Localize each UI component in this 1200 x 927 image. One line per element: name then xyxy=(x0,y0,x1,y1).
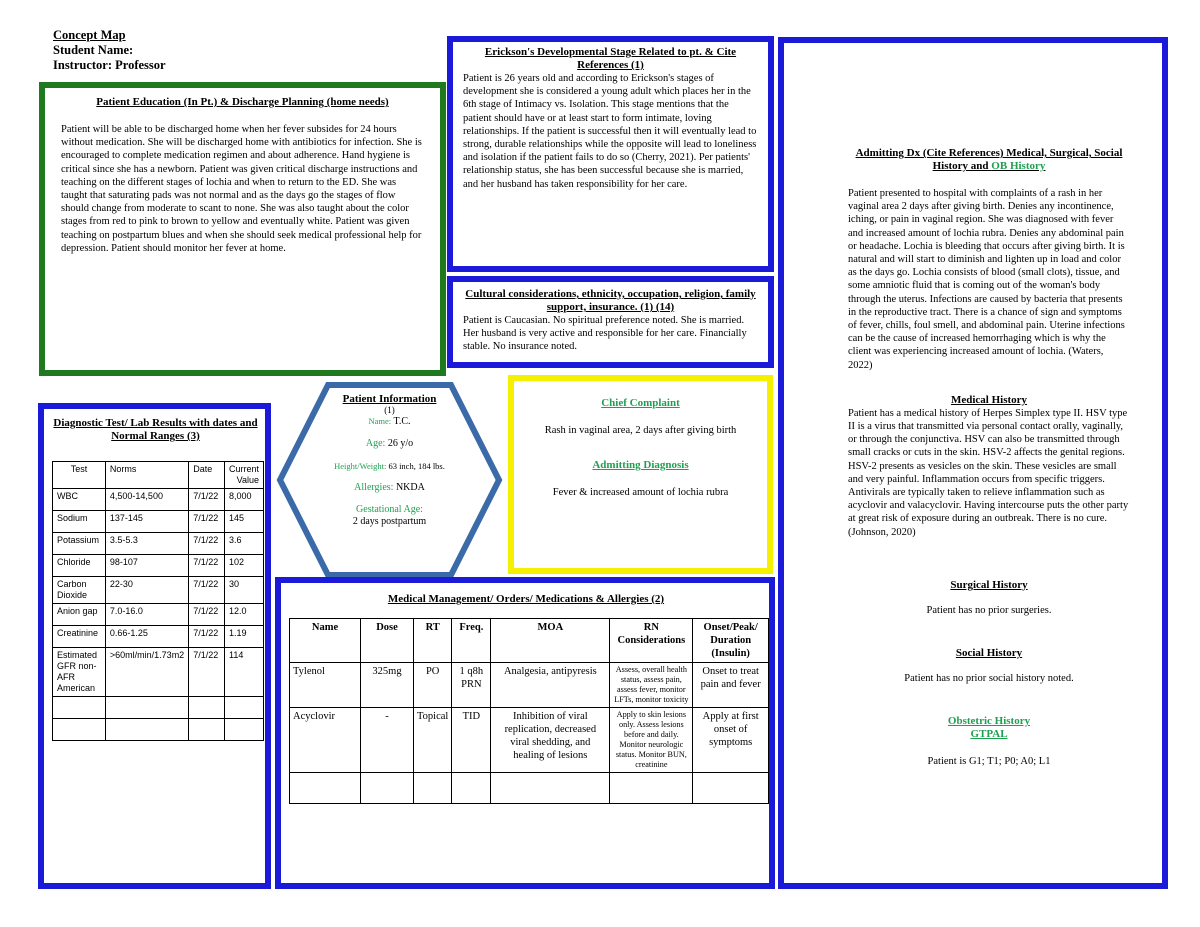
lab-header-row xyxy=(53,462,264,489)
lab-cell: 4,500-14,500 xyxy=(105,489,188,511)
med-cell: - xyxy=(361,708,414,773)
lab-cell: 7/1/22 xyxy=(189,648,225,697)
lab-cell: 7/1/22 xyxy=(189,626,225,648)
name-label: Name: xyxy=(368,416,392,426)
lab-cell xyxy=(53,697,106,719)
allergies-value: NKDA xyxy=(395,482,425,493)
lab-cell: 8,000 xyxy=(224,489,263,511)
lab-cell: WBC xyxy=(53,489,106,511)
chief-complaint-title: Chief Complaint xyxy=(601,397,680,409)
lab-cell: Carbon Dioxide xyxy=(53,577,106,604)
lab-cell: Potassium xyxy=(53,533,106,555)
lab-cell: Chloride xyxy=(53,555,106,577)
diagnostic-box xyxy=(38,403,271,889)
admitting-title-main: Admitting Dx (Cite References) Medical, Surgical, Social History and xyxy=(855,147,1123,172)
lab-cell: 114 xyxy=(224,648,263,697)
name-value: T.C. xyxy=(393,416,411,427)
med-cell: PO xyxy=(414,663,452,708)
lab-col-test: Test xyxy=(53,462,106,489)
med-col-dose: Dose xyxy=(361,619,414,663)
medical-management-title: Medical Management/ Orders/ Medications & Allergies (2) xyxy=(387,593,665,605)
social-history-title: Social History xyxy=(955,647,1023,660)
med-col-freq: Freq. xyxy=(452,619,491,663)
lab-cell: 7/1/22 xyxy=(189,555,225,577)
table-row xyxy=(53,555,264,577)
med-cell: Onset to treat pain and fever xyxy=(693,663,769,708)
gestational-label: Gestational Age: xyxy=(356,504,423,515)
admitting-diagnosis-title: Admitting Diagnosis xyxy=(592,459,689,472)
med-cell xyxy=(414,773,452,804)
patient-info-title: Patient Information xyxy=(342,393,437,405)
med-cell xyxy=(491,773,610,804)
admitting-title-ob: OB History xyxy=(991,160,1046,172)
lab-cell: 3.6 xyxy=(224,533,263,555)
med-cell xyxy=(693,773,769,804)
medical-history-body: Patient has a medical history of Herpes Simplex type II. HSV type II is a virus that transmitted via personal contact orally, vaginally, or through the conjunctiva. HSV can also be transmitted through small cracks or cuts in the skin. HSV-2 affects the genital regions. HSV-2 presents as vesicles on the skin. These vesicles are small and very painful. Inflammation occurs from specific triggers. Antivirals are typically taken to relieve inflammation such as acyclovir and valacyclovir. Having intercourse puts the other party at great risk of exposure during an outbreak. There is no cure. (Johnson, 2020) xyxy=(848,407,1129,538)
admitting-box xyxy=(778,37,1168,889)
table-row xyxy=(53,604,264,626)
med-cell xyxy=(361,773,414,804)
social-history-body: Patient has no prior social history noted. xyxy=(904,673,1074,685)
patient-info-ref: (1) xyxy=(384,405,395,415)
med-cell: Inhibition of viral replication, decreased viral shedding, and healing of lesions xyxy=(491,708,610,773)
table-row xyxy=(290,708,769,773)
hw-value: 63 inch, 184 lbs. xyxy=(388,461,445,471)
patient-education-body: Patient will be able to be discharged home when her fever subsides for 24 hours without medication. She will be discharged home with antibiotics for infection. She is encouraged to complete medication regimen and about adherence. Hand hygiene is critical since she has a newborn. Patient was given critical discharge instructions and teaching on the different stages of lochia and when to return to the ED. She was taught that saturating pads was not normal and as the days go the stages of flow should change from moderate to scant to none. She was also taught about the color stages from red to pink to brown to yellow and eventually white. Patient was given teaching on postpartum blues and when she should seek medical professional help for depression. Patient should monitor her fever at home. xyxy=(61,124,422,254)
lab-cell: 30 xyxy=(224,577,263,604)
obstetric-history-title: Obstetric History xyxy=(947,715,1031,728)
admitting-title xyxy=(848,147,1130,173)
lab-cell: 1.19 xyxy=(224,626,263,648)
lab-cell: 137-145 xyxy=(105,511,188,533)
table-row xyxy=(53,697,264,719)
lab-cell xyxy=(189,719,225,741)
cultural-body: Patient is Caucasian. No spiritual preference noted. She is married. Her husband is very active and responsible for her care. Financially stable. No insurance noted. xyxy=(463,315,747,353)
page-title: Concept Map xyxy=(53,28,126,42)
med-cell: Analgesia, antipyresis xyxy=(491,663,610,708)
table-row xyxy=(290,773,769,804)
lab-cell xyxy=(53,719,106,741)
lab-cell xyxy=(189,697,225,719)
patient-education-box xyxy=(39,82,446,376)
med-col-rn: RN Considerations xyxy=(610,619,693,663)
table-row xyxy=(53,648,264,697)
lab-cell xyxy=(105,697,188,719)
lab-cell: 7/1/22 xyxy=(189,489,225,511)
med-cell xyxy=(290,773,361,804)
medical-management-box xyxy=(275,577,775,889)
med-col-onset: Onset/Peak/ Duration (Insulin) xyxy=(693,619,769,663)
age-label: Age: xyxy=(365,438,386,449)
med-cell: Acyclovir xyxy=(290,708,361,773)
table-row xyxy=(53,533,264,555)
obstetric-history-body: Patient is G1; T1; P0; A0; L1 xyxy=(927,756,1051,768)
med-cell: Tylenol xyxy=(290,663,361,708)
lab-cell: Creatinine xyxy=(53,626,106,648)
gestational-value: 2 days postpartum xyxy=(352,516,427,527)
age-value: 26 y/o xyxy=(387,438,414,449)
med-cell: 325mg xyxy=(361,663,414,708)
erickson-box xyxy=(447,36,774,272)
cultural-box xyxy=(447,276,774,368)
med-cell: Assess, overall health status, assess pain, assess fever, monitor LFTs, monitor toxicity xyxy=(610,663,693,708)
lab-cell: Estimated GFR non-AFR American xyxy=(53,648,106,697)
med-cell: Apply to skin lesions only. Assess lesions before and daily. Monitor neurologic status. Monitor BUN, creatinine xyxy=(610,708,693,773)
table-row xyxy=(53,511,264,533)
lab-cell: 7.0-16.0 xyxy=(105,604,188,626)
lab-cell: 7/1/22 xyxy=(189,577,225,604)
lab-results-table xyxy=(52,461,264,741)
hw-label: Height/Weight: xyxy=(334,461,387,471)
surgical-history-body: Patient has no prior surgeries. xyxy=(926,604,1052,616)
lab-cell: 12.0 xyxy=(224,604,263,626)
admitting-body: Patient presented to hospital with complaints of a rash in her vaginal area 2 days after giving birth. Denies any incontinence, iching, or pain in vaginal region. She was diagnosed with fever and increased amount of lochia rubra. Denies any abdominal pain or headache. Lochia is bleeding that occurs after giving birth. It is natural and will start to diminish and lighten up in load and color as the days go. Lochia consists of blood (small clots), tissue, and some amniotic fluid that is coming out of the woman's body through the uterus. Infections are caused by bacteria that presents in the reproductive tract. There is a chance of sign and symptoms of fever, chills, foul smell, and abdominal pain. Uterine infections can be the cause of increased hemorrhaging which is why the client was experiencing increased amount of lochia. (Waters, 2022) xyxy=(848,188,1125,371)
table-row xyxy=(290,663,769,708)
table-row xyxy=(53,489,264,511)
lab-cell xyxy=(105,719,188,741)
lab-cell: 7/1/22 xyxy=(189,511,225,533)
gtpal-title: GTPAL xyxy=(970,728,1008,741)
erickson-body: Patient is 26 years old and according to Erickson's stages of development she is considered a young adult which places her in the 6th stage of Intimacy vs. Isolation. This stage mentions that the patient should have or at least start to form intimate, loving relationships. If the patient is successful then it will eventually lead to strong, durable relationships while the opposite will lead to loneliness and isolation if the patient fails to do so (Cherry, 2021). Per patients' relationship status, she has been successful because she is married, and her husband has taken responsibility for her care. xyxy=(463,73,757,190)
lab-col-value: Current Value xyxy=(224,462,263,489)
med-cell xyxy=(452,773,491,804)
table-row xyxy=(53,719,264,741)
patient-education-title: Patient Education (In Pt.) & Discharge Planning (home needs) xyxy=(96,96,389,108)
patient-age-row xyxy=(306,438,473,450)
lab-col-norms: Norms xyxy=(105,462,188,489)
table-row xyxy=(53,626,264,648)
med-header-row xyxy=(290,619,769,663)
med-col-name: Name xyxy=(290,619,361,663)
instructor-label: Instructor: Professor xyxy=(53,58,166,72)
med-cell: Apply at first onset of symptoms xyxy=(693,708,769,773)
lab-cell: 102 xyxy=(224,555,263,577)
admitting-diagnosis-body: Fever & increased amount of lochia rubra xyxy=(552,487,729,499)
med-cell: Topical xyxy=(414,708,452,773)
erickson-title: Erickson's Developmental Stage Related to pt. & Cite References (1) xyxy=(484,46,737,71)
surgical-history-title: Surgical History xyxy=(950,578,1028,591)
med-col-rt: RT xyxy=(414,619,452,663)
lab-cell: 7/1/22 xyxy=(189,533,225,555)
lab-cell: 3.5-5.3 xyxy=(105,533,188,555)
lab-col-date: Date xyxy=(189,462,225,489)
patient-info-content xyxy=(306,393,473,528)
patient-hw-row xyxy=(306,460,473,472)
med-cell xyxy=(610,773,693,804)
table-row xyxy=(53,577,264,604)
chief-complaint-box xyxy=(508,375,773,574)
lab-cell: 145 xyxy=(224,511,263,533)
lab-cell xyxy=(224,697,263,719)
lab-cell: 98-107 xyxy=(105,555,188,577)
lab-cell: 22-30 xyxy=(105,577,188,604)
lab-cell: 7/1/22 xyxy=(189,604,225,626)
lab-cell: Anion gap xyxy=(53,604,106,626)
allergies-label: Allergies: xyxy=(354,482,394,493)
patient-info-hexagon xyxy=(276,381,503,579)
med-cell: TID xyxy=(452,708,491,773)
lab-cell: 0.66-1.25 xyxy=(105,626,188,648)
cultural-title: Cultural considerations, ethnicity, occupation, religion, family support, insurance. (1) (14) xyxy=(465,288,756,313)
chief-complaint-body: Rash in vaginal area, 2 days after giving birth xyxy=(544,425,737,436)
lab-cell xyxy=(224,719,263,741)
medications-table xyxy=(289,618,769,804)
med-col-moa: MOA xyxy=(491,619,610,663)
lab-cell: >60ml/min/1.73m2 xyxy=(105,648,188,697)
med-cell: 1 q8h PRN xyxy=(452,663,491,708)
diagnostic-title: Diagnostic Test/ Lab Results with dates and Normal Ranges (3) xyxy=(53,417,258,442)
patient-allergies-row xyxy=(306,482,473,494)
lab-cell: Sodium xyxy=(53,511,106,533)
student-label: Student Name: xyxy=(53,43,134,57)
medical-history-title: Medical History xyxy=(950,393,1028,406)
patient-name-row xyxy=(306,415,473,428)
page-header xyxy=(53,28,166,73)
